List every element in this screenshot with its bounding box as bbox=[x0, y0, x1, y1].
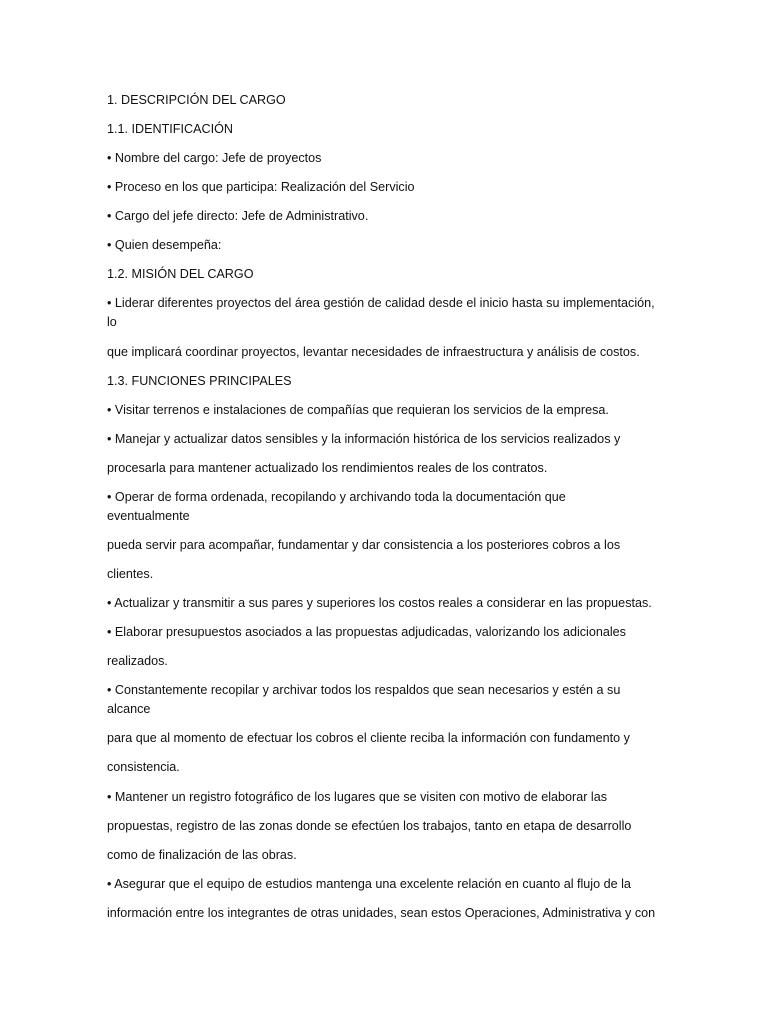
function-text-line: procesarla para mantener actualizado los rendimientos reales de los contratos. bbox=[107, 461, 548, 475]
function-text-line: • Operar de forma ordenada, recopilando y archivando toda la documentación que bbox=[107, 490, 566, 504]
function-text-line: consistencia. bbox=[107, 760, 180, 774]
bullet-proceso: • Proceso en los que participa: Realización del Servicio bbox=[107, 180, 415, 194]
function-text-line: • Actualizar y transmitir a sus pares y superiores los costos reales a considerar en las propuestas. bbox=[107, 596, 652, 610]
bullet-nombre-del-cargo: • Nombre del cargo: Jefe de proyectos bbox=[107, 151, 322, 165]
function-text-line: • Constantemente recopilar y archivar todos los respaldos que sean necesarios y estén a su bbox=[107, 683, 621, 697]
function-text-line: propuestas, registro de las zonas donde se efectúen los trabajos, tanto en etapa de desarrollo bbox=[107, 819, 632, 833]
mission-text-line: que implicará coordinar proyectos, levantar necesidades de infraestructura y análisis de costos. bbox=[107, 345, 640, 359]
function-text-line: • Manejar y actualizar datos sensibles y la información histórica de los servicios realizados y bbox=[107, 432, 621, 446]
function-text-line: • Visitar terrenos e instalaciones de compañías que requieran los servicios de la empresa. bbox=[107, 403, 609, 417]
section-heading-descripcion-del-cargo: 1. DESCRIPCIÓN DEL CARGO bbox=[107, 93, 286, 107]
function-text-line: realizados. bbox=[107, 654, 168, 668]
function-text-line: como de finalización de las obras. bbox=[107, 848, 297, 862]
function-text-line: alcance bbox=[107, 702, 151, 716]
function-text-line: • Elaborar presupuestos asociados a las propuestas adjudicadas, valorizando los adicionales bbox=[107, 625, 626, 639]
subsection-heading-funciones-principales: 1.3. FUNCIONES PRINCIPALES bbox=[107, 374, 292, 388]
function-text-line: • Asegurar que el equipo de estudios mantenga una excelente relación en cuanto al flujo de la bbox=[107, 877, 631, 891]
mission-text-line: • Liderar diferentes proyectos del área gestión de calidad desde el inicio hasta su implementación, bbox=[107, 296, 655, 310]
function-text-line: información entre los integrantes de otras unidades, sean estos Operaciones, Administrativa y con bbox=[107, 906, 656, 920]
subsection-heading-identificacion: 1.1. IDENTIFICACIÓN bbox=[107, 122, 233, 136]
mission-text-line: lo bbox=[107, 315, 117, 329]
function-text-line: clientes. bbox=[107, 567, 154, 581]
function-text-line: para que al momento de efectuar los cobros el cliente reciba la información con fundamento y bbox=[107, 731, 630, 745]
subsection-heading-mision-del-cargo: 1.2. MISIÓN DEL CARGO bbox=[107, 267, 254, 281]
bullet-cargo-jefe-directo: • Cargo del jefe directo: Jefe de Administrativo. bbox=[107, 209, 369, 223]
function-text-line: eventualmente bbox=[107, 509, 190, 523]
function-text-line: • Mantener un registro fotográfico de los lugares que se visiten con motivo de elaborar las bbox=[107, 790, 608, 804]
bullet-quien-desempena: • Quien desempeña: bbox=[107, 238, 222, 252]
function-text-line: pueda servir para acompañar, fundamentar y dar consistencia a los posteriores cobros a los bbox=[107, 538, 621, 552]
